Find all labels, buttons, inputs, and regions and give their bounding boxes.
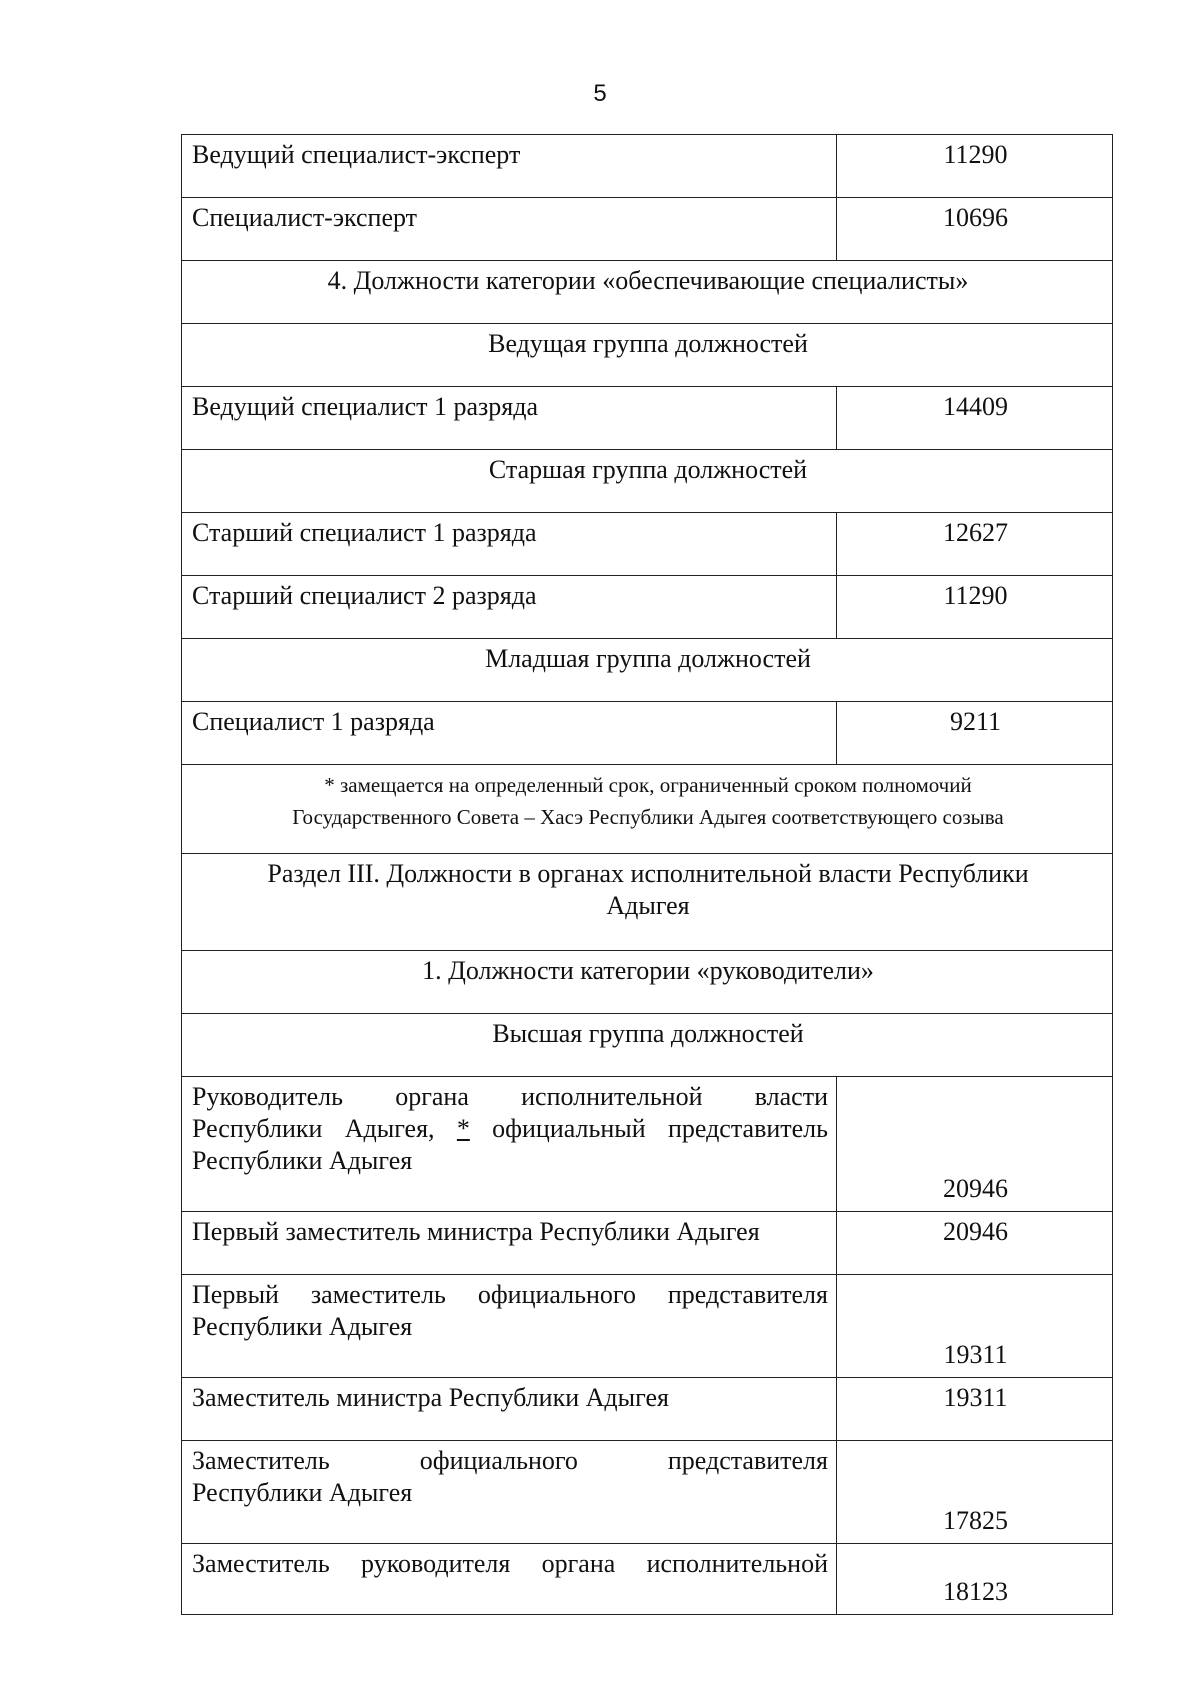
group-header: Ведущая группа должностей [182, 324, 1113, 387]
position-title: Старший специалист 2 разряда [182, 576, 837, 639]
position-title-line: Республики Адыгея [192, 1146, 413, 1175]
category-header-row [182, 951, 1113, 1014]
position-title-line: Заместитель руководителя органа исполнительной [192, 1549, 828, 1578]
position-title: Специалист 1 разряда [182, 702, 837, 765]
group-header-row [182, 639, 1113, 702]
position-title [182, 1441, 837, 1544]
position-title [182, 1275, 837, 1378]
position-title [182, 1077, 837, 1212]
positions-table [181, 134, 1113, 1615]
section-header-line: Адыгея [606, 891, 690, 920]
salary-value: 18123 [837, 1544, 1113, 1615]
group-header: Старшая группа должностей [182, 450, 1113, 513]
table-row [182, 1544, 1113, 1615]
table-row [182, 198, 1113, 261]
salary-value: 14409 [837, 387, 1113, 450]
salary-value: 12627 [837, 513, 1113, 576]
section-header-line: Раздел III. Должности в органах исполнительной власти Республики [267, 859, 1029, 888]
table-row [182, 1378, 1113, 1441]
footnote-line: * замещается на определенный срок, ограниченный сроком полномочий [324, 773, 972, 797]
section-header [182, 854, 1113, 951]
salary-value: 9211 [837, 702, 1113, 765]
group-header: Младшая группа должностей [182, 639, 1113, 702]
position-title-line: Первый заместитель официального представителя [192, 1280, 828, 1309]
position-title: Специалист-эксперт [182, 198, 837, 261]
category-header-row [182, 261, 1113, 324]
salary-value: 11290 [837, 576, 1113, 639]
table-row [182, 576, 1113, 639]
salary-value: 19311 [837, 1378, 1113, 1441]
title-fragment: официальный представитель [469, 1114, 828, 1143]
title-fragment: Республики Адыгея, [192, 1114, 457, 1143]
table-row [182, 1077, 1113, 1212]
position-title: Заместитель министра Республики Адыгея [182, 1378, 837, 1441]
group-header: Высшая группа должностей [182, 1014, 1113, 1077]
position-title-line: Республики Адыгея [192, 1312, 413, 1341]
position-title: Ведущий специалист-эксперт [182, 135, 837, 198]
group-header-row [182, 324, 1113, 387]
category-header: 4. Должности категории «обеспечивающие специалисты» [182, 261, 1113, 324]
position-title [182, 1544, 837, 1615]
footnote-marker: * [456, 1114, 470, 1143]
page-number: 5 [593, 80, 607, 107]
footnote-row [182, 765, 1113, 854]
position-title-line: Республики Адыгея [192, 1478, 413, 1507]
salary-value: 11290 [837, 135, 1113, 198]
table-row [182, 387, 1113, 450]
table-row [182, 702, 1113, 765]
position-title: Ведущий специалист 1 разряда [182, 387, 837, 450]
footnote [182, 765, 1113, 854]
position-title: Старший специалист 1 разряда [182, 513, 837, 576]
table-row [182, 1441, 1113, 1544]
position-title-line [192, 1113, 828, 1145]
position-title-line: Заместитель официального представителя [192, 1446, 828, 1475]
position-title: Первый заместитель министра Республики Адыгея [182, 1212, 837, 1275]
group-header-row [182, 1014, 1113, 1077]
category-header: 1. Должности категории «руководители» [182, 951, 1113, 1014]
salary-value: 17825 [837, 1441, 1113, 1544]
salary-value: 20946 [837, 1212, 1113, 1275]
position-title-line: Руководитель органа исполнительной власти [192, 1082, 828, 1111]
footnote-line: Государственного Совета – Хасэ Республики Адыгея соответствующего созыва [292, 805, 1004, 829]
section-header-row [182, 854, 1113, 951]
group-header-row [182, 450, 1113, 513]
table-row [182, 135, 1113, 198]
table-row [182, 1275, 1113, 1378]
salary-value: 20946 [837, 1077, 1113, 1212]
table-row [182, 1212, 1113, 1275]
salary-value: 19311 [837, 1275, 1113, 1378]
table-row [182, 513, 1113, 576]
salary-value: 10696 [837, 198, 1113, 261]
